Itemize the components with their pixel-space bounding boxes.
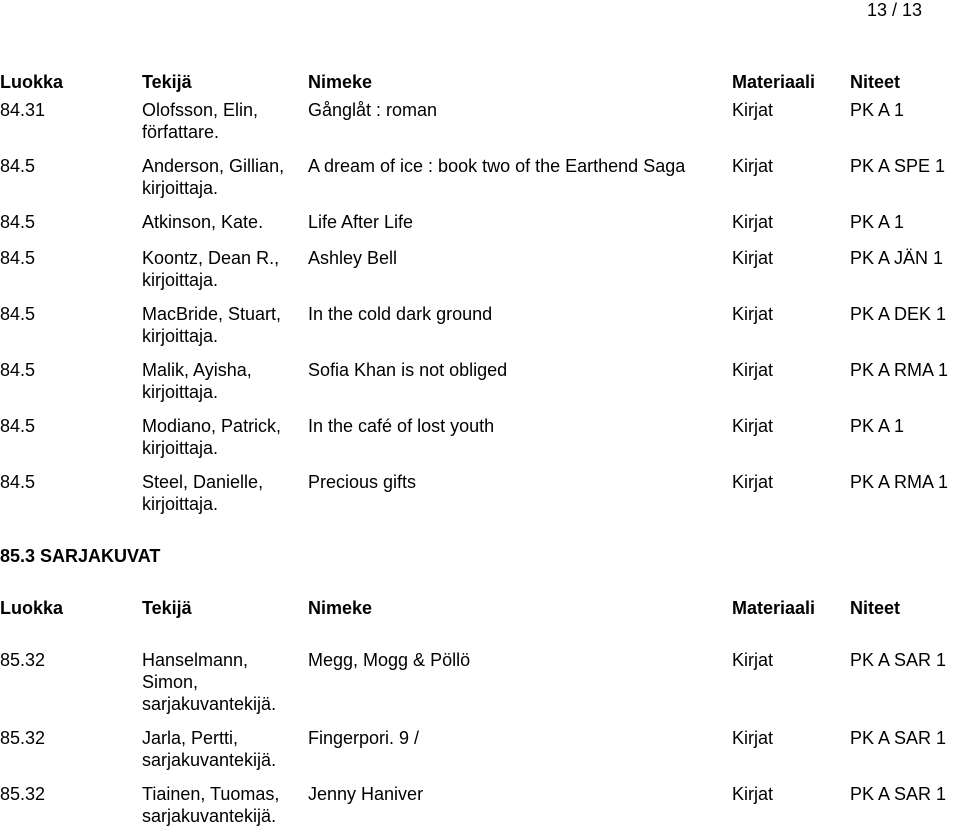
- cell-materiaali: Kirjat: [732, 650, 774, 670]
- section-title: 85.3 SARJAKUVAT: [0, 546, 161, 566]
- header-niteet: Niteet: [850, 598, 901, 618]
- cell-materiaali: Kirjat: [732, 784, 774, 804]
- cell-niteet: PK A 1: [850, 212, 905, 232]
- author-name: MacBride, Stuart,: [142, 304, 282, 324]
- author-role: författare.: [142, 122, 220, 142]
- cell-nimeke: In the cold dark ground: [308, 304, 493, 324]
- cell-materiaali: Kirjat: [732, 156, 774, 176]
- header-nimeke: Nimeke: [308, 598, 373, 618]
- author-name: Koontz, Dean R.,: [142, 248, 280, 268]
- cell-materiaali: Kirjat: [732, 100, 774, 120]
- cell-luokka: 84.5: [0, 304, 36, 324]
- cell-materiaali: Kirjat: [732, 360, 774, 380]
- cell-tekija: [142, 359, 252, 403]
- cell-niteet: PK A RMA 1: [850, 472, 949, 492]
- cell-tekija: [142, 415, 281, 459]
- cell-niteet: PK A JÄN 1: [850, 248, 944, 268]
- author-role: kirjoittaja.: [142, 438, 219, 458]
- cell-nimeke: Gånglåt : roman: [308, 100, 438, 120]
- cell-niteet: PK A RMA 1: [850, 360, 949, 380]
- author-role: kirjoittaja.: [142, 382, 219, 402]
- header-tekija: Tekijä: [142, 72, 192, 92]
- author-name: Hanselmann,: [142, 650, 249, 670]
- cell-niteet: PK A SAR 1: [850, 784, 947, 804]
- header-nimeke: Nimeke: [308, 72, 373, 92]
- cell-tekija: [142, 155, 284, 199]
- header-tekija: Tekijä: [142, 598, 192, 618]
- header-luokka: Luokka: [0, 598, 64, 618]
- header-materiaali: Materiaali: [732, 72, 816, 92]
- cell-nimeke: Precious gifts: [308, 472, 417, 492]
- header-luokka: Luokka: [0, 72, 64, 92]
- cell-tekija: [142, 247, 279, 291]
- cell-materiaali: Kirjat: [732, 248, 774, 268]
- cell-tekija: Atkinson, Kate.: [142, 212, 264, 232]
- author-role: kirjoittaja.: [142, 326, 219, 346]
- cell-niteet: PK A SAR 1: [850, 650, 947, 670]
- cell-nimeke: Sofia Khan is not obliged: [308, 360, 508, 380]
- cell-niteet: PK A SPE 1: [850, 156, 946, 176]
- page-number: 13 / 13: [866, 0, 922, 20]
- cell-materiaali: Kirjat: [732, 416, 774, 436]
- author-name: Modiano, Patrick,: [142, 416, 282, 436]
- cell-nimeke: Jenny Haniver: [308, 784, 424, 804]
- author-role: kirjoittaja.: [142, 270, 219, 290]
- cell-nimeke: Ashley Bell: [308, 248, 398, 268]
- cell-tekija: [142, 471, 263, 515]
- cell-niteet: PK A DEK 1: [850, 304, 947, 324]
- author-name: Steel, Danielle,: [142, 472, 264, 492]
- cell-luokka: 85.32: [0, 784, 46, 804]
- cell-luokka: 84.5: [0, 360, 36, 380]
- cell-materiaali: Kirjat: [732, 212, 774, 232]
- cell-nimeke: A dream of ice : book two of the Earthend Saga: [308, 156, 686, 176]
- author-role: sarjakuvantekijä.: [142, 750, 277, 770]
- author-name: Anderson, Gillian,: [142, 156, 285, 176]
- cell-nimeke: Life After Life: [308, 212, 414, 232]
- author-name-cont: Simon,: [142, 672, 199, 692]
- cell-nimeke: Megg, Mogg & Pöllö: [308, 650, 471, 670]
- cell-luokka: 84.5: [0, 472, 36, 492]
- cell-luokka: 84.5: [0, 416, 36, 436]
- cell-luokka: 84.5: [0, 212, 36, 232]
- cell-materiaali: Kirjat: [732, 472, 774, 492]
- header-niteet: Niteet: [850, 72, 901, 92]
- cell-niteet: PK A 1: [850, 100, 905, 120]
- author-name: Jarla, Pertti,: [142, 728, 239, 748]
- cell-tekija: [142, 99, 258, 143]
- cell-materiaali: Kirjat: [732, 304, 774, 324]
- author-role: kirjoittaja.: [142, 494, 219, 514]
- cell-luokka: 84.5: [0, 156, 36, 176]
- cell-niteet: PK A SAR 1: [850, 728, 947, 748]
- header-materiaali: Materiaali: [732, 598, 816, 618]
- author-role: kirjoittaja.: [142, 178, 219, 198]
- cell-luokka: 84.5: [0, 248, 36, 268]
- cell-tekija: [142, 727, 276, 771]
- cell-niteet: PK A 1: [850, 416, 905, 436]
- cell-materiaali: Kirjat: [732, 728, 774, 748]
- author-name: Malik, Ayisha,: [142, 360, 252, 380]
- cell-nimeke: Fingerpori. 9 /: [308, 728, 420, 748]
- author-role: sarjakuvantekijä.: [142, 694, 277, 714]
- cell-luokka: 84.31: [0, 100, 46, 120]
- cell-tekija: [142, 783, 279, 827]
- author-name: Tiainen, Tuomas,: [142, 784, 280, 804]
- cell-luokka: 85.32: [0, 728, 46, 748]
- cell-nimeke: In the café of lost youth: [308, 416, 495, 436]
- author-name: Olofsson, Elin,: [142, 100, 259, 120]
- cell-luokka: 85.32: [0, 650, 46, 670]
- cell-tekija: [142, 303, 281, 347]
- cell-tekija: [142, 649, 276, 715]
- author-role: sarjakuvantekijä.: [142, 806, 277, 826]
